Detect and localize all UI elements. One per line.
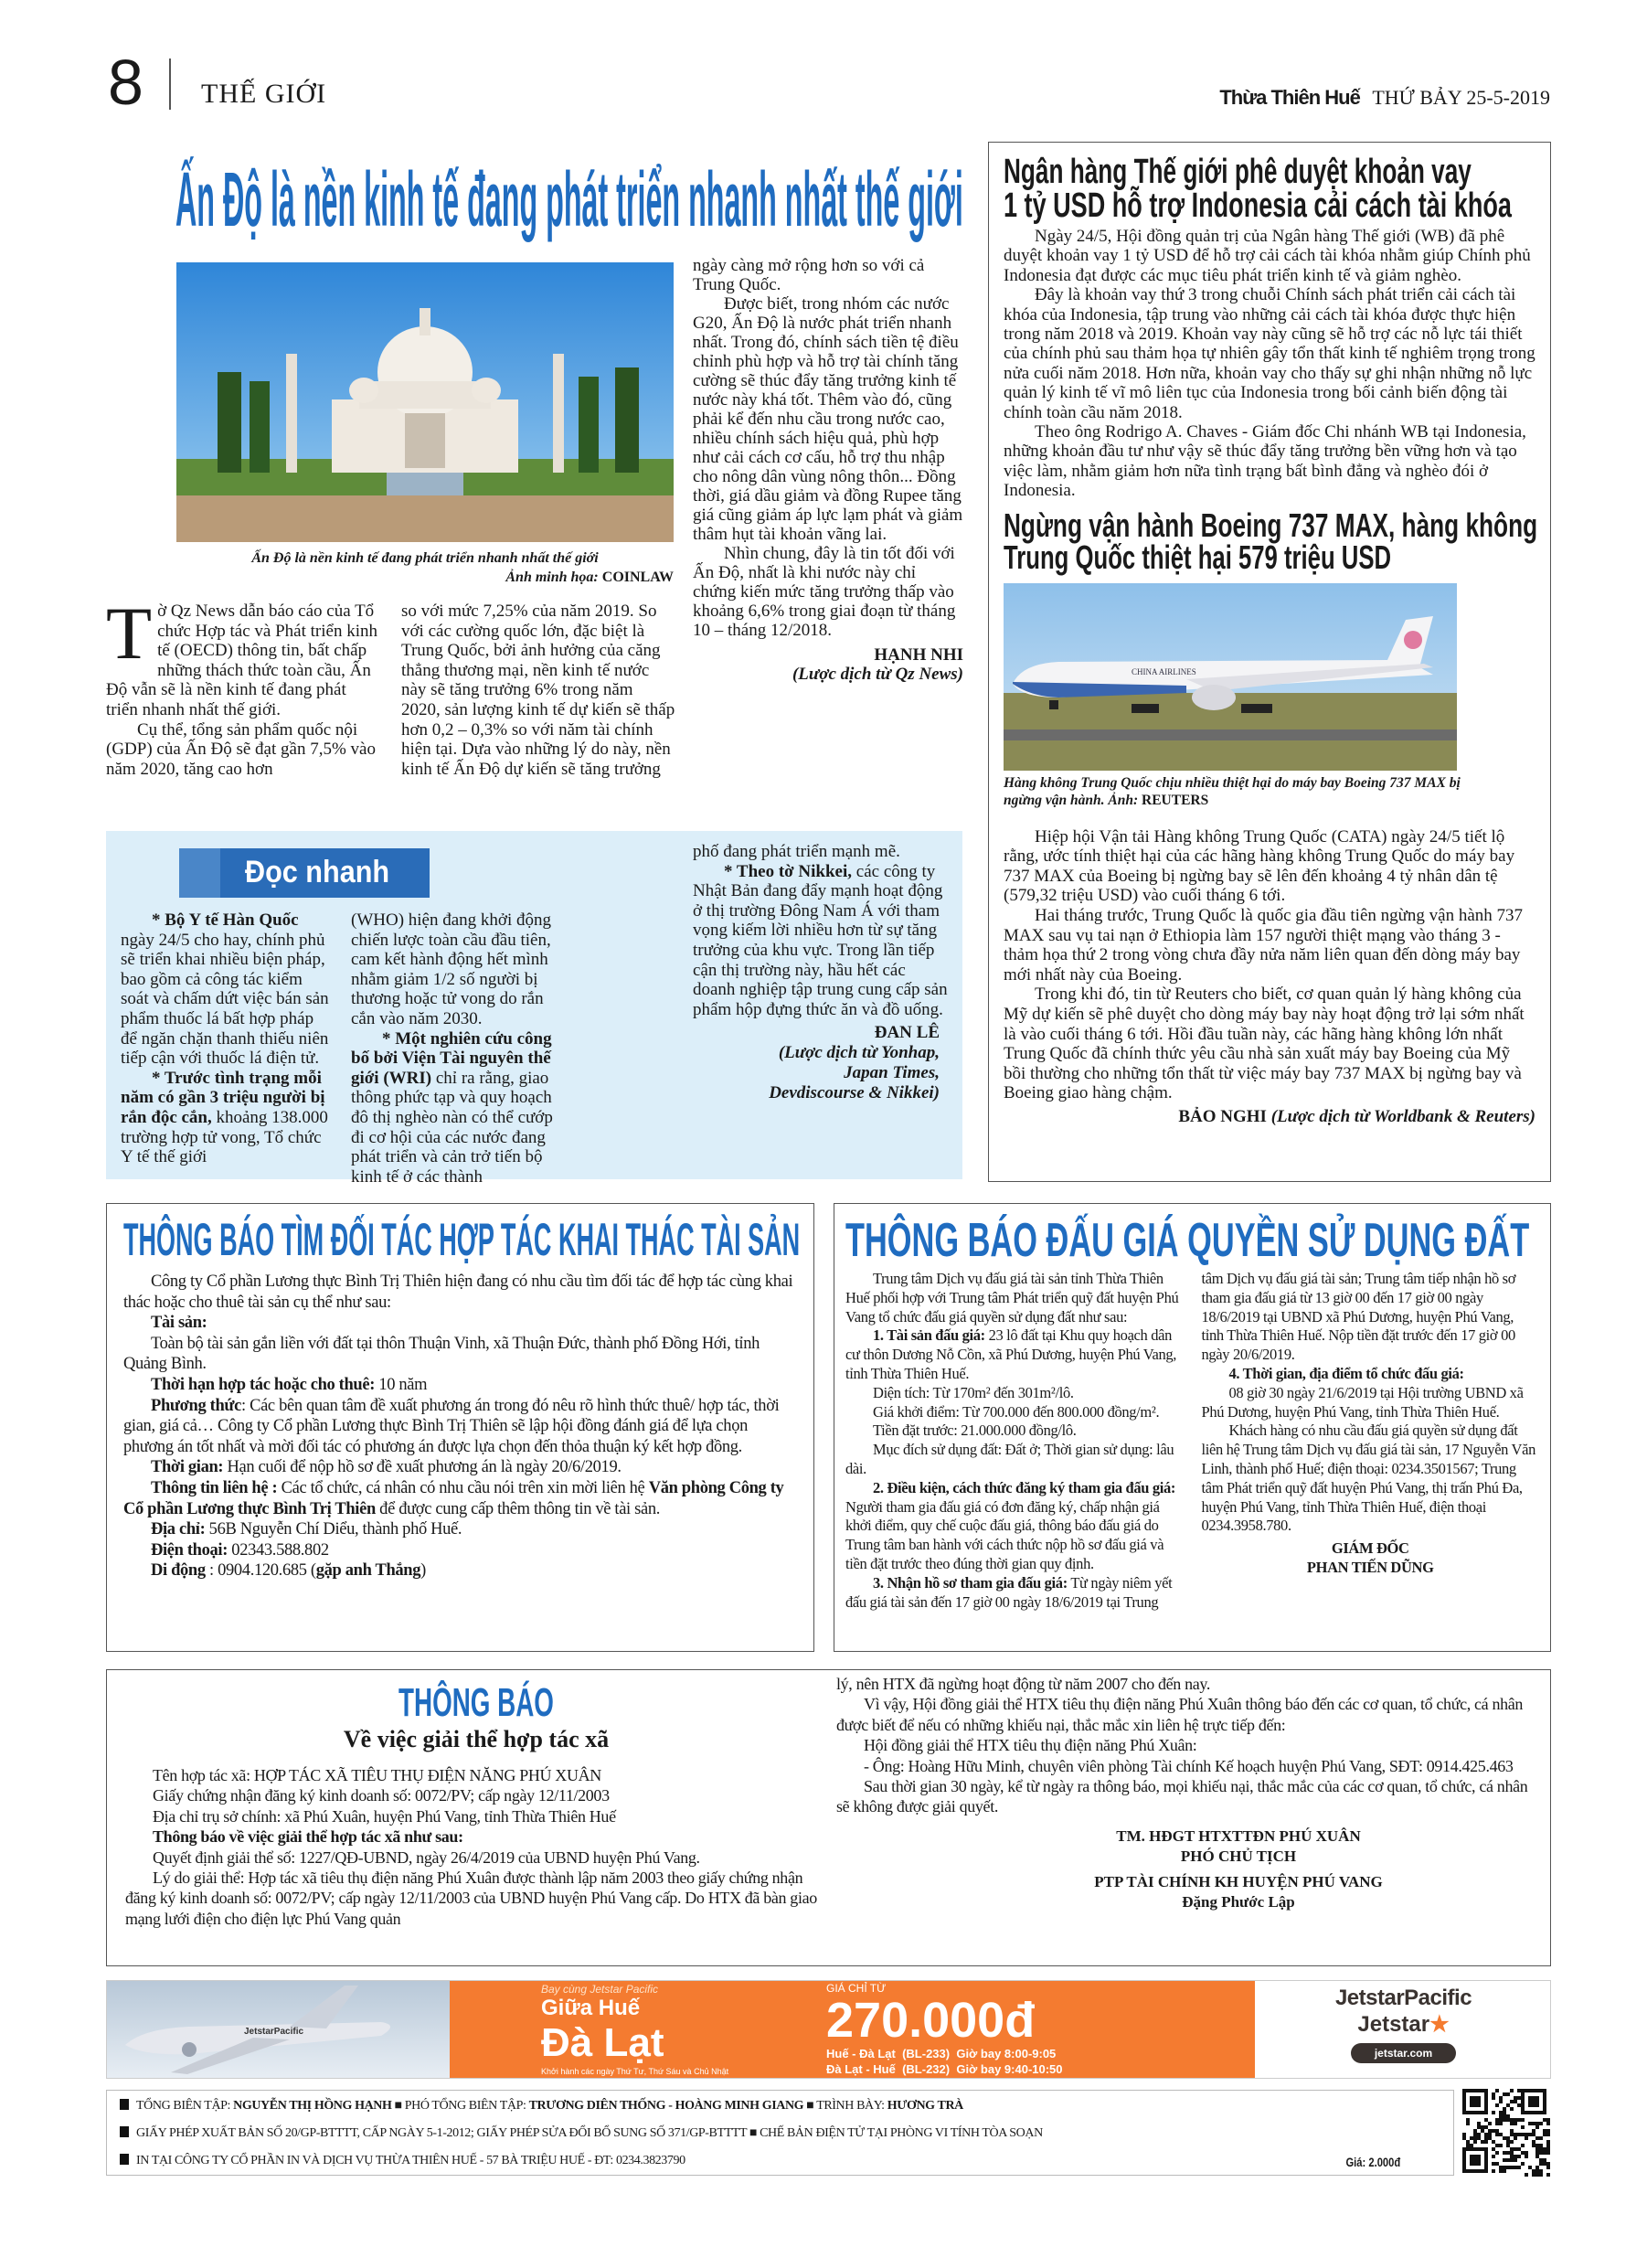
imprint-label: ■ PHÓ TỔNG BIÊN TẬP:: [391, 2099, 529, 2113]
quick-col-3-wrap: [693, 842, 949, 1103]
quick-col-3: [693, 842, 949, 1019]
boeing-photo-block: [1004, 583, 1461, 809]
boeing-photo-caption: Hàng không Trung Quốc chịu nhiều thiệt hại do máy bay Boeing 737 MAX bị ngừng vận hành. Ảnh: REUTERS: [1004, 774, 1461, 808]
paragraph: [123, 1457, 797, 1478]
ad-flight-1: Huế - Đà Lạt (BL-233) Giờ bay 8:00-9:05: [826, 2047, 1057, 2060]
ad-route-1: Giữa Huế: [541, 1996, 641, 2020]
notice-2-title: THÔNG BÁO ĐẤU GIÁ QUYỀN SỬ DỤNG ĐẤT: [845, 1214, 1530, 1267]
india-col-2: [401, 602, 675, 779]
paragraph: Giá khởi điểm: Từ 700.000 đến 800.000 đồng/m².: [873, 1402, 1160, 1421]
ad-route-2: Đà Lạt: [541, 2020, 664, 2065]
paragraph: lý, nên HTX đã ngừng hoạt động từ năm 2007 cho đến nay.: [836, 1675, 1211, 1693]
notice-coop-dissolution: [106, 1669, 1551, 1966]
source: (Lược dịch từ Yonhap,: [778, 1043, 940, 1063]
body-text: 23 lô đất tại Khu quy hoạch dân cư thôn Dương Nỗ Cồn, xã Phú Dương, huyện Phú Vang, tỉnh Thừa Thiên Huế.: [845, 1326, 1177, 1382]
ad-price: 270.000đ: [826, 1993, 1036, 2048]
notice-3-signature: TM. HĐGT HTXTTĐN PHÚ XUÂN PHÓ CHỦ TỊCH PTP TÀI CHÍNH KH HUYỆN PHÚ VANG Đặng Phước Lập: [1094, 1826, 1383, 1911]
paragraph: Hai tháng trước, Trung Quốc là quốc gia đầu tiên ngừng vận hành 737 MAX sau vụ tai nạn ở Ethiopia làm 157 người thiệt mạng vào tháng 3 - thảm họa thứ 2 trong vòng chưa đầy nửa năm liên quan đến dòng máy bay mới nhất này của Boeing.: [1004, 906, 1524, 985]
airplane-livery: CHINA AIRLINES: [1132, 666, 1196, 676]
paragraph: Nhìn chung, đây là tin tốt đối với Ấn Độ, nhất là khi nước này chỉ chứng kiến mức tăng trưởng thấp vào khoảng 6,6% trong giai đoạn từ tháng 10 – tháng 12/2018.: [693, 544, 956, 640]
paragraph: Vì vậy, Hội đồng giải thể HTX tiêu thụ điện năng Phú Xuân thông báo đến các cơ quan, tổ chức, cá nhân được biết để nếu có những khiếu nại, thắc mắc xin liên hệ trực tiếp đến:: [836, 1695, 1524, 1734]
lead-text: 4. Thời gian, địa điểm tổ chức đấu giá:: [1228, 1364, 1464, 1382]
notice-3-right-wrap: [836, 1674, 1542, 1912]
lead-text: Thông tin liên hệ :: [151, 1478, 278, 1497]
paragraph: [123, 1396, 797, 1458]
lead-text: 3. Nhận hồ sơ tham gia đấu giá:: [873, 1573, 1068, 1592]
india-headline-text: Ấn Độ là nền kinh tế đang phát triển nhanh nhất thế giới: [175, 156, 963, 242]
boeing-headline-line-2: Trung Quốc thiệt hại 579 triệu USD: [1004, 538, 1392, 576]
body-text: các công ty Nhật Bản đang đẩy mạnh hoạt động ở thị trường Đông Nam Á với tham vọng kiếm lời nhiều hơn từ sự tăng trưởng của khu vực. Trong lần tiếp cận thị trường này, hầu hết các doanh nghiệp tập trung cung cấp sản phẩm hộp đựng thức ăn và đồ uống.: [693, 861, 948, 1019]
notice-land-auction: [834, 1203, 1551, 1652]
imprint-line-3: [120, 2147, 1440, 2175]
india-photo: [176, 262, 674, 542]
paragraph: [123, 1375, 797, 1396]
paragraph: [121, 1069, 333, 1167]
header-divider: [169, 59, 171, 110]
author: ĐAN LÊ: [874, 1023, 940, 1043]
paragraph: Theo ông Rodrigo A. Chaves - Giám đốc Chi nhánh WB tại Indonesia, những khoản đầu tư như vậy sẽ thúc đẩy tăng trưởng bền vững hơn và tạo việc làm, nhằm giảm hơn nữa tình trạng bất bình đẳng và nghèo đói ở Indonesia.: [1004, 422, 1526, 501]
issue-date: THỨ BẢY 25-5-2019: [1372, 86, 1550, 109]
body-text: 10 năm: [375, 1375, 428, 1394]
paragraph: [845, 1326, 1184, 1383]
paragraph: Được biết, trong nhóm các nước G20, Ấn Độ là nước phát triển nhanh nhất. Trong đó, chính sách tiền tệ điều chỉnh phù hợp và hỗ trợ tài chính tăng cường sẽ thúc đẩy tăng trưởng kinh tế nước này khá tốt. Thêm vào đó, cũng phải kể đến nhu cầu trong nước cao, nhiều chính sách hiệu quả, phù hợp như cải cách cơ cấu, hỗ trợ thu nhập cho nông dân vùng nông thôn... Đồng thời, giá dầu giảm và đồng Rupee tăng giá cũng giảm áp lực lạm phát và giảm thâm hụt tài khoản vãng lai.: [693, 294, 963, 544]
author: HẠNH NHI: [874, 645, 963, 665]
paragraph: Địa chỉ trụ sở chính: xã Phú Xuân, huyện Phú Vang, tỉnh Thừa Thiên Huế: [153, 1806, 616, 1826]
notice-1-body: [123, 1272, 797, 1581]
paragraph: [121, 910, 333, 1069]
quick-read-label-text: Đọc nhanh: [245, 855, 390, 889]
body-text: Người tham gia đấu giá có đơn đăng ký, chấp nhận giá khởi điểm, quy chế cuộc đấu giá, thông báo đấu giá do Trung tâm ban hành với cách thức nộp hồ sơ đấu giá và tiền đặt trước theo đúng thời gian quy định.: [845, 1497, 1164, 1572]
lead-text: 1. Tài sản đấu giá:: [873, 1326, 985, 1345]
paragraph: ngày càng mở rộng hơn so với cả Trung Quốc.: [693, 256, 925, 294]
wb-body: [1004, 227, 1535, 501]
brand-jetstar: Jetstar★: [1357, 2012, 1450, 2037]
quick-byline: [693, 1023, 949, 1103]
drop-cap: T: [106, 591, 153, 675]
paragraph: Hội đồng giải thể HTX tiêu thụ điện năng Phú Xuân:: [864, 1736, 1197, 1755]
paragraph: Trong khi đó, tin từ Reuters cho biết, cơ quan quản lý hàng không của Mỹ dự kiến sẽ phê duyệt cho dòng máy bay này hoạt động trở lại sớm nhất là vào cuối tháng 6 tới. Hồi đầu tuần này, các hãng hàng không lớn nhất Trung Quốc đã chính thức yêu cầu nhà sản xuất máy bay Boeing của Mỹ bồi thường cho những tổn thất từ việc máy bay 737 MAX bị ngừng bay và Boeing giao hàng chậm.: [1004, 985, 1525, 1103]
paragraph: Quyết định giải thể số: 1227/QĐ-UBND, ngày 26/4/2019 của UBND huyện Phú Vang.: [153, 1847, 700, 1867]
imprint-label: IN TẠI CÔNG TY CỔ PHẦN IN VÀ DỊCH VỤ THỪA THIÊN HUẾ - 57 BÀ TRIỆU HUẾ - ĐT: 0234.3823790: [136, 2154, 685, 2167]
brand-jetstar-pacific: JetstarPacific: [1334, 1986, 1472, 2010]
notice-2-signature: GIÁM ĐỐC PHAN TIẾN DŨNG: [1306, 1539, 1434, 1576]
paragraph: Diện tích: Từ 170m² đến 301m²/lô.: [873, 1383, 1074, 1401]
paragraph: - Ông: Hoàng Hữu Minh, chuyên viên phòng Tài chính Kế hoạch huyện Phú Vang, SĐT: 0914.425.463: [864, 1756, 1514, 1775]
jetstar-ad[interactable]: [106, 1980, 1551, 2079]
paragraph: Tên hợp tác xã: HỢP TÁC XÃ TIÊU THỤ ĐIỆN NĂNG PHÚ XUÂN: [153, 1766, 601, 1784]
paragraph: Công ty Cổ phần Lương thực Bình Trị Thiên hiện đang có nhu cầu tìm đối tác để hợp tác cùng khai thác hoặc cho thuê tài sản cụ thể như sau:: [123, 1272, 793, 1312]
lead-text: Địa chỉ:: [151, 1520, 206, 1539]
ad-tagline: Bay cùng Jetstar Pacific: [541, 1983, 659, 1996]
imprint-line-2: [120, 2120, 1440, 2147]
paragraph: Đây là khoản vay thứ 3 trong chuỗi Chính sách phát triển cải cách tài khóa của Indonesia, tập trung vào những cải cách tài khóa được thực hiện trong năm 2018 và 2019. Khoản vay này cũng sẽ hỗ trợ các nỗ lực tái thiết của chính phủ sau thảm họa tự nhiên gây tổn thất kinh tế nghiêm trọng trong nửa cuối năm 2018. Hơn nữa, khoản vay cho thấy sự ghi nhận những nỗ lực quản lý kinh tế vĩ mô liên tục của Indonesia trong bối cảnh biến động tài chính toàn cầu năm 2018.: [1004, 285, 1535, 422]
taj-mahal-image: [176, 262, 674, 542]
lead-text: * Bộ Y tế Hàn Quốc: [152, 910, 299, 930]
paragraph: Khách hàng có nhu cầu đấu giá quyền sử dụng đất liên hệ Trung tâm Dịch vụ đấu giá tài sản, 17 Nguyễn Văn Linh, thành phố Huế; điện thoại: 0234.3501567; Trung tâm Phát triển quỹ đất huyện Phú Vang, thị trấn Phú Đa, huyện Phú Vang, tỉnh Thừa Thiên Huế, điện thoại 0234.3958.780.: [1201, 1421, 1535, 1535]
boeing-headline-line-1: Ngừng vận hành Boeing 737 MAX, hàng không: [1004, 506, 1538, 544]
lead-text: Tài sản:: [151, 1314, 207, 1333]
lead-text: * Theo tờ Nikkei,: [724, 861, 853, 881]
masthead: [1219, 86, 1550, 110]
source: Devdiscourse & Nikkei): [769, 1083, 940, 1103]
paragraph: [123, 1478, 797, 1519]
credit-label: Ảnh minh họa:: [505, 570, 602, 585]
qr-code[interactable]: [1462, 2089, 1550, 2177]
india-col-3: [693, 256, 963, 640]
ad-price-label: GIÁ CHỈ TỪ: [826, 1982, 887, 1995]
notice-3-right: [836, 1674, 1542, 1817]
paragraph: Sau thời gian 30 ngày, kể từ ngày ra thông báo, mọi khiếu nại, thắc mắc của các cơ quan, tổ chức, cá nhân sẽ không được giải quyết.: [836, 1777, 1528, 1816]
body-text: ): [420, 1561, 426, 1581]
lead-text: gặp anh Thắng: [315, 1561, 421, 1581]
ad-plane-image: [107, 1981, 450, 2079]
quick-read-box: [106, 831, 962, 1187]
body-text: Hạn cuối để nộp hồ sơ đề xuất phương án là ngày 20/6/2019.: [223, 1458, 622, 1477]
body-text: : 0904.120.685 (: [205, 1561, 316, 1581]
ad-route-group: [541, 1983, 806, 2077]
paragraph: so với mức 7,25% của năm 2019. So với các cường quốc lớn, đặc biệt là Trung Quốc, bởi ảnh hưởng của căng thẳng thương mại, nền kinh tế nước này sẽ tăng trưởng 6% trong năm 2020, sản lượng kinh tế dự kiến sẽ thấp hơn 0,2 – 0,3% so với năm tài chính hiện tại. Dựa vào những lý do này, nền kinh tế Ấn Độ dự kiến sẽ tăng trưởng: [401, 602, 675, 779]
notice-3-heading: [125, 1680, 827, 1756]
paragraph: [1202, 1365, 1540, 1384]
lead-text: Di động: [151, 1561, 206, 1581]
paragraph: Cụ thể, tổng sản phẩm quốc nội (GDP) của Ấn Độ sẽ đạt gần 7,5% vào năm 2020, tăng cao hơn: [106, 719, 376, 779]
wb-headline-line-2: 1 tỷ USD hỗ trợ Indonesia cải cách tài khóa: [1004, 186, 1512, 225]
lead-text: Phương thức: [151, 1396, 242, 1415]
ad-days: Khởi hành các ngày Thứ Tư, Thứ Sáu và Chủ Nhật: [541, 2067, 729, 2076]
star-icon: ★: [1429, 2012, 1450, 2037]
paragraph: Trung tâm Dịch vụ đấu giá tài sản tỉnh Thừa Thiên Huế phối hợp với Trung tâm Phát triển quỹ đất huyện Phú Vang tổ chức đấu giá quyền sử dụng đất như sau:: [845, 1270, 1179, 1326]
body-text: khoảng 138.000 trường hợp tử vong, Tổ chức Y tế thế giới: [121, 1107, 328, 1167]
paragraph: [125, 1826, 829, 1847]
india-col-3-wrap: [693, 256, 963, 684]
source: Japan Times,: [844, 1063, 940, 1083]
world-bank-boeing-box: [988, 142, 1551, 1182]
paragraph: [123, 1560, 797, 1581]
body-text: 56B Nguyễn Chí Diểu, thành phố Huế.: [205, 1520, 462, 1539]
imprint-name: HƯƠNG TRÀ: [887, 2099, 963, 2113]
author: BẢO NGHI: [1178, 1107, 1267, 1126]
page-number: 8: [108, 47, 143, 118]
source: (Lược dịch từ Qz News): [792, 665, 963, 684]
source: (Lược dịch từ Worldbank & Reuters): [1266, 1107, 1535, 1126]
lead-text: Điện thoại:: [151, 1540, 228, 1560]
lead-text: * Một nghiên cứu công bố bởi Viện Tài nguyên thế giới (WRI): [351, 1028, 552, 1088]
paragraph: [693, 862, 949, 1020]
notice-1-title: THÔNG BÁO TÌM ĐỐI TÁC HỢP TÁC KHAI THÁC TÀI SẢN: [123, 1214, 801, 1265]
body-text: 02343.588.802: [228, 1540, 329, 1560]
india-photo-caption: Ấn Độ là nền kinh tế đang phát triển nhanh nhất thế giới: [251, 550, 599, 566]
ad-flight-2: Đà Lạt - Huế (BL-232) Giờ bay 9:40-10:50: [826, 2062, 1063, 2076]
india-byline: [693, 645, 963, 684]
boeing-byline: [1004, 1103, 1535, 1127]
airplane-image: [1004, 583, 1457, 771]
lead-text: Thời hạn hợp tác hoặc cho thuê:: [151, 1375, 376, 1394]
body-text: Từ ngày niêm yết đấu giá tài sản đến 17 giờ 00 ngày 18/6/2019 tại Trung tâm Dịch vụ đấu giá tài sản; Trung tâm tiếp nhận hồ sơ tham gia đấu giá từ 13 giờ 00 đến 17 giờ 00 ngày 18/6/2019 tại UBND xã Phú Dương, huyện Phú Vang, tỉnh Thừa Thiên Huế. Nộp tiền đặt trước đến 17 giờ 00 ngày 20/6/2019.: [845, 1270, 1516, 1611]
paper-name: Thừa Thiên Huế: [1219, 86, 1360, 109]
india-headline: [175, 154, 963, 245]
boeing-body: [1004, 583, 1535, 1103]
notice-2-body: [845, 1270, 1539, 1612]
imprint-label: GIẤY PHÉP XUẤT BẢN SỐ 20/GP-BTTTT, CẤP NGÀY 5-1-2012; GIẤY PHÉP SỬA ĐỔI BỔ SUNG SỐ 371/GP-BTTTT ■ CHẾ BẢN ĐIỆN TỬ TẠI PHÒNG VI TÍNH TÒA SOẠN: [136, 2126, 1043, 2140]
paragraph: Giấy chứng nhận đăng ký kinh doanh số: 0072/PV; cấp ngày 12/11/2003: [153, 1786, 610, 1805]
imprint-name: NGUYỄN THỊ HỒNG HẠNH: [233, 2099, 392, 2113]
body-text: chỉ ra rằng, giao thông phức tạp và quy hoạch đô thị nghèo nàn có thể cướp đi cơ hội của các nước đang phát triển và cản trở tiến bộ kinh tế ở các thành: [351, 1068, 553, 1187]
paragraph: [845, 1479, 1184, 1574]
notice-3-left: [125, 1765, 829, 1929]
body-text: để được cung cấp thêm thông tin về tài sản.: [375, 1499, 661, 1518]
notice-partner-search: [106, 1203, 814, 1652]
imprint-label: TỔNG BIÊN TẬP:: [136, 2099, 234, 2113]
paragraph: phố đang phát triển mạnh mẽ.: [693, 842, 900, 861]
wb-headline-line-1: Ngân hàng Thế giới phê duyệt khoản vay: [1004, 153, 1472, 191]
body-text: : Các bên quan tâm đề xuất phương án trong đó nêu rõ hình thức thuê/ hợp tác, thời gian, giá cả… Công ty Cổ phần Lương thực Bình Trị Thiên sẽ lập hội đồng đánh giá để lựa chọn phương án tốt nhất và mời đối tác có phương án được lựa chọn đến thỏa thuận ký kết hợp đồng.: [123, 1396, 780, 1456]
notice-3-title: THÔNG BÁO: [398, 1680, 554, 1725]
paragraph: (WHO) hiện đang khởi động chiến lược toàn cầu đầu tiên, cam kết hành động hết mình nhằm giảm 1/2 số người bị thương hoặc tử vong do rắn cắn vào năm 2030.: [351, 910, 552, 1028]
ad-plane-livery: JetstarPacific: [244, 2027, 304, 2037]
quick-col-1: [121, 910, 333, 1167]
ad-brand: [1255, 1981, 1551, 2079]
cover-price: Giá: 2.000đ: [1345, 2155, 1401, 2169]
paragraph: 08 giờ 30 ngày 21/6/2019 tại Hội trường UBND xã Phú Dương, huyện Phú Vang, tỉnh Thừa Thiên Huế.: [1201, 1383, 1524, 1421]
notice-3-subtitle: Về việc giải thể hợp tác xã: [343, 1726, 610, 1752]
paragraph: [123, 1540, 797, 1561]
lead-text: Thời gian:: [151, 1458, 224, 1477]
paragraph: Mục đích sử dụng đất: Đất ở; Thời gian sử dụng: lâu dài.: [845, 1441, 1174, 1477]
section-name: THẾ GIỚI: [201, 79, 327, 109]
india-photo-credit: [176, 569, 674, 587]
body-text: Các tổ chức, cá nhân có nhu cầu nói trên xin mời liên hệ: [277, 1478, 649, 1497]
body-text: ngày 24/5 cho hay, chính phủ sẽ triển khai nhiều biện pháp, bao gồm cả công tác kiểm soát và chấm dứt việc bán sản phẩm thuốc lá bất hợp pháp để ngăn chặn thanh thiếu niên tiếp cận với thuốc lá điện tử.: [121, 930, 329, 1069]
imprint-label: ■ TRÌNH BÀY:: [803, 2099, 887, 2113]
imprint-name: TRƯƠNG DIÊN THỐNG - HOÀNG MINH GIANG: [528, 2099, 804, 2113]
lead-text: Văn phòng Công ty Cổ phần Lương thực Bình Trị Thiên: [123, 1478, 784, 1518]
imprint-line-1: [120, 2092, 1440, 2120]
paragraph: Ngày 24/5, Hội đồng quản trị của Ngân hàng Thế giới (WB) đã phê duyệt khoản vay 1 tỷ USD để hỗ trợ cải cách tài khóa nhằm giúp Chính phủ Indonesia đạt được các mục tiêu phát triển kinh tế và giảm nghèo.: [1004, 227, 1531, 285]
ad-url-button[interactable]: jetstar.com: [1351, 2043, 1456, 2063]
paragraph: ờ Qz News dẫn báo cáo của Tổ chức Hợp tác và Phát triển kinh tế (OECD) thông tin, bất chấp những thách thức toàn cầu, Ấn Độ vẫn sẽ là nền kinh tế đang phát triển nhanh nhất thế giới.: [106, 602, 377, 719]
lead-text: 2. Điều kiện, cách thức đăng ký tham gia đấu giá:: [873, 1478, 1176, 1496]
paragraph: [351, 1029, 570, 1187]
paragraph: Lý do giải thể: Hợp tác xã tiêu thụ điện năng Phú Xuân được thành lập năm 2003 theo giấy chứng nhận đăng ký kinh doanh số: 0072/PV; cấp ngày 12/11/2003 của UBND huyện Phú Vang cấp. Do HTX đã bàn giao mạng lưới điện cho điện lực Phú Vang quản: [125, 1869, 817, 1928]
paragraph: Hiệp hội Vận tải Hàng không Trung Quốc (CATA) ngày 24/5 tiết lộ rằng, ước tính thiệt hại của các hãng hàng không Trung Quốc do máy bay 737 MAX của Boeing bị ngừng bay sẽ lên đến khoảng 4 tỷ nhân dân tệ (579,32 triệu USD) vào cuối tháng 6 tới.: [1004, 826, 1515, 906]
paragraph: [123, 1519, 797, 1540]
paragraph: Toàn bộ tài sản gắn liền với đất tại thôn Thuận Vinh, xã Thuận Đức, thành phố Đồng Hới, tỉnh Quảng Bình.: [123, 1334, 760, 1374]
paragraph: Tiền đặt trước: 21.000.000 đồng/lô.: [873, 1421, 1077, 1440]
lead-text: * Trước tình trạng mỗi năm có gần 3 triệu người bị rắn độc cắn,: [121, 1068, 325, 1127]
credit-source: COINLAW: [601, 570, 674, 585]
lead-text: Thông báo về việc giải thể hợp tác xã như sau:: [153, 1827, 463, 1847]
india-col-1: [106, 591, 382, 779]
imprint: [106, 2090, 1454, 2176]
ad-price-group: [826, 1982, 1247, 2077]
quick-col-2: [351, 910, 570, 1187]
quick-read-label: [179, 848, 430, 898]
ad-offer: [450, 1981, 1255, 2079]
paragraph: [123, 1313, 797, 1334]
